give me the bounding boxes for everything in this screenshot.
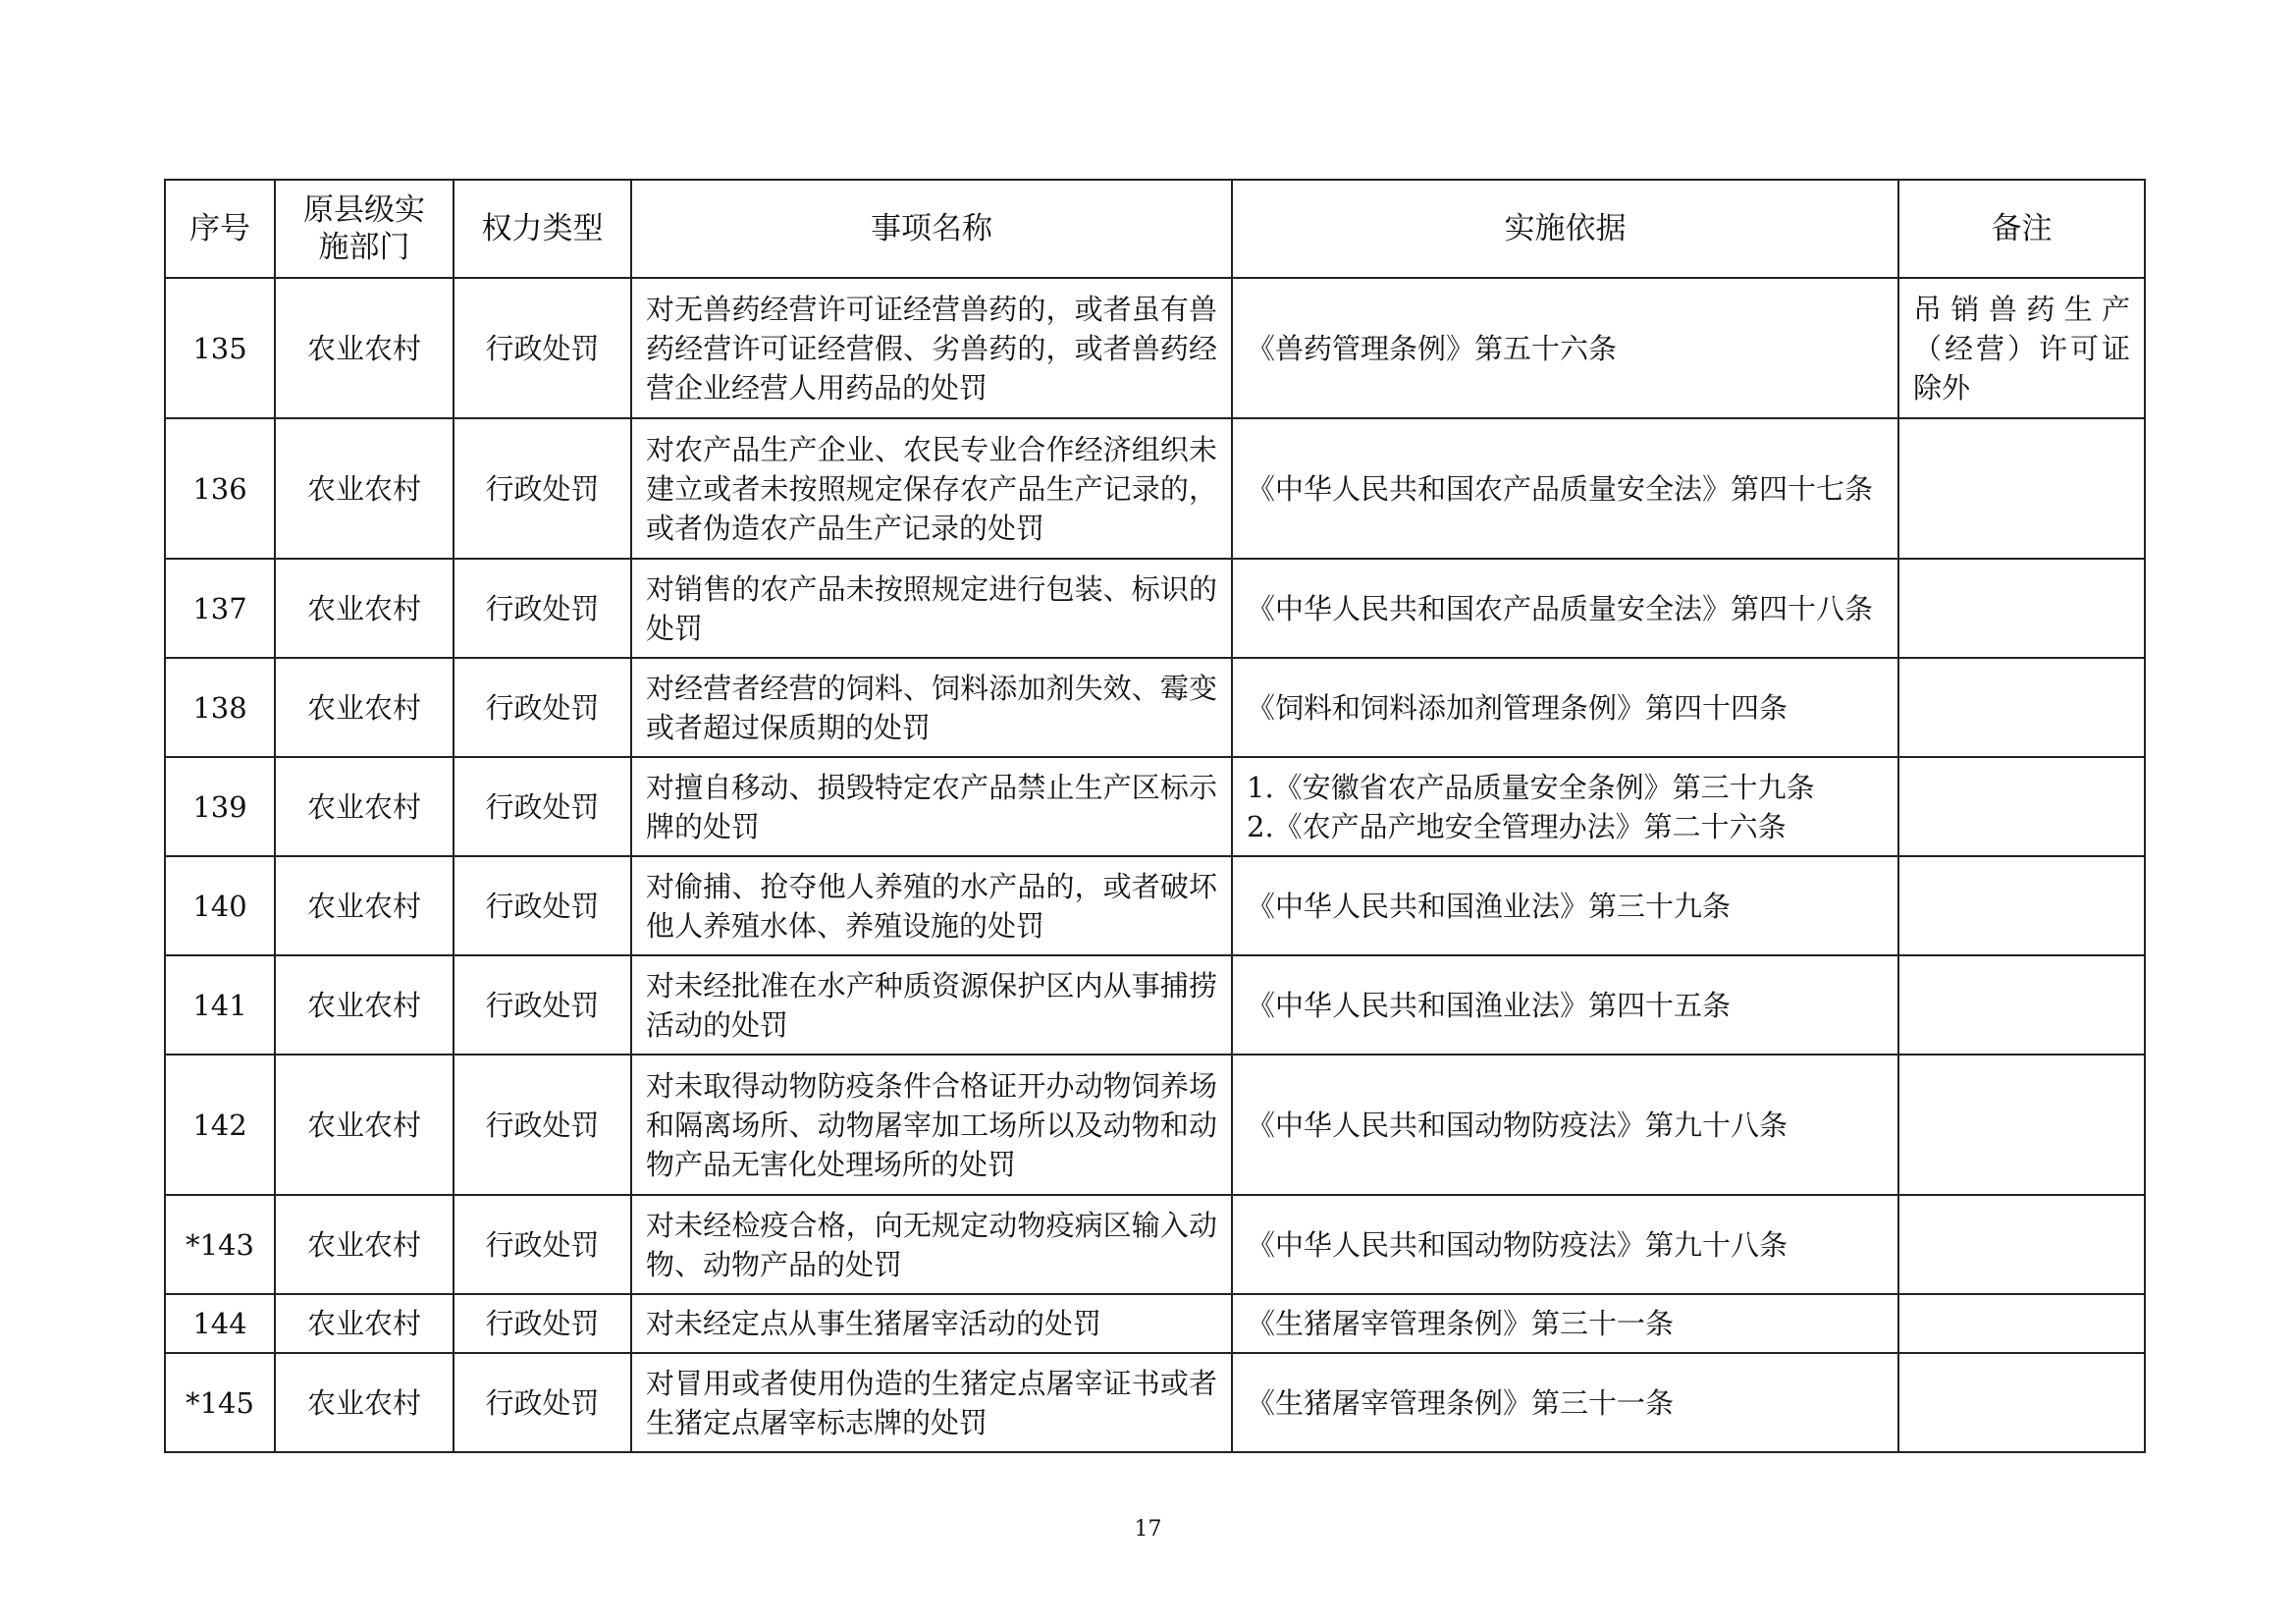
row-power-type: 行政处罚	[454, 278, 631, 418]
row-basis	[1232, 955, 1898, 1055]
table-row	[165, 278, 2145, 418]
row-basis	[1232, 418, 1898, 559]
row-basis	[1232, 658, 1898, 757]
row-note	[1898, 856, 2145, 955]
row-number: 140	[165, 856, 275, 955]
row-power-type: 行政处罚	[454, 559, 631, 658]
row-power-type: 行政处罚	[454, 658, 631, 757]
row-item-name: 对未取得动物防疫条件合格证开办动物饲养场和隔离场所、动物屠宰加工场所以及动物和动物产品无害化处理场所的处罚	[631, 1055, 1232, 1195]
row-number: 144	[165, 1294, 275, 1353]
row-power-type: 行政处罚	[454, 1294, 631, 1353]
row-note: 吊销兽药生产（经营）许可证除外	[1898, 278, 2145, 418]
row-item-name: 对未经批准在水产种质资源保护区内从事捕捞活动的处罚	[631, 955, 1232, 1055]
basis-line: 2.《农产品产地安全管理办法》第二十六条	[1247, 809, 1787, 843]
table-row	[165, 1353, 2145, 1452]
row-basis	[1232, 757, 1898, 856]
row-number: *145	[165, 1353, 275, 1452]
row-note	[1898, 1294, 2145, 1353]
row-item-name: 对未经定点从事生猪屠宰活动的处罚	[631, 1294, 1232, 1353]
header-basis: 实施依据	[1232, 180, 1898, 278]
row-basis	[1232, 1353, 1898, 1452]
header-row	[165, 180, 2145, 278]
row-power-type: 行政处罚	[454, 856, 631, 955]
row-power-type: 行政处罚	[454, 1353, 631, 1452]
row-number: 138	[165, 658, 275, 757]
table-row	[165, 1195, 2145, 1294]
basis-line: 《中华人民共和国渔业法》第三十九条	[1247, 889, 1732, 923]
row-department: 农业农村	[275, 278, 454, 418]
row-department: 农业农村	[275, 658, 454, 757]
row-number: 137	[165, 559, 275, 658]
row-basis	[1232, 1195, 1898, 1294]
basis-line: 《饲料和饲料添加剂管理条例》第四十四条	[1247, 690, 1789, 725]
row-item-name: 对无兽药经营许可证经营兽药的，或者虽有兽药经营许可证经营假、劣兽药的，或者兽药经营企业经营人用药品的处罚	[631, 278, 1232, 418]
row-note	[1898, 1195, 2145, 1294]
table-body	[165, 278, 2145, 1452]
row-item-name: 对未经检疫合格，向无规定动物疫病区输入动物、动物产品的处罚	[631, 1195, 1232, 1294]
header-num: 序号	[165, 180, 275, 278]
row-department: 农业农村	[275, 1294, 454, 1353]
row-number: *143	[165, 1195, 275, 1294]
row-item-name: 对偷捕、抢夺他人养殖的水产品的，或者破坏他人养殖水体、养殖设施的处罚	[631, 856, 1232, 955]
basis-line: 《中华人民共和国动物防疫法》第九十八条	[1247, 1108, 1789, 1142]
row-department: 农业农村	[275, 856, 454, 955]
row-power-type: 行政处罚	[454, 418, 631, 559]
row-note	[1898, 757, 2145, 856]
row-number: 135	[165, 278, 275, 418]
row-note	[1898, 559, 2145, 658]
row-item-name: 对农产品生产企业、农民专业合作经济组织未建立或者未按照规定保存农产品生产记录的，或者伪造农产品生产记录的处罚	[631, 418, 1232, 559]
table-row	[165, 1294, 2145, 1353]
basis-line: 1.《安徽省农产品质量安全条例》第三十九条	[1247, 770, 1815, 804]
row-department: 农业农村	[275, 1055, 454, 1195]
row-basis	[1232, 278, 1898, 418]
row-power-type: 行政处罚	[454, 1195, 631, 1294]
header-type: 权力类型	[454, 180, 631, 278]
row-department: 农业农村	[275, 1195, 454, 1294]
basis-line: 《中华人民共和国动物防疫法》第九十八条	[1247, 1227, 1789, 1262]
basis-line: 《中华人民共和国农产品质量安全法》第四十七条	[1247, 471, 1874, 506]
table-row	[165, 559, 2145, 658]
row-power-type: 行政处罚	[454, 757, 631, 856]
page-number: 17	[1134, 1517, 1162, 1542]
row-basis	[1232, 1055, 1898, 1195]
row-item-name: 对经营者经营的饲料、饲料添加剂失效、霉变或者超过保质期的处罚	[631, 658, 1232, 757]
table-row	[165, 658, 2145, 757]
row-department: 农业农村	[275, 559, 454, 658]
enforcement-items-table	[164, 179, 2146, 1453]
table-row	[165, 418, 2145, 559]
row-power-type: 行政处罚	[454, 1055, 631, 1195]
row-note	[1898, 1353, 2145, 1452]
row-item-name: 对销售的农产品未按照规定进行包装、标识的处罚	[631, 559, 1232, 658]
row-note	[1898, 658, 2145, 757]
row-number: 139	[165, 757, 275, 856]
header-note: 备注	[1898, 180, 2145, 278]
basis-line: 《中华人民共和国农产品质量安全法》第四十八条	[1247, 591, 1874, 625]
table-row	[165, 856, 2145, 955]
row-note	[1898, 418, 2145, 559]
row-department: 农业农村	[275, 418, 454, 559]
basis-line: 《生猪屠宰管理条例》第三十一条	[1247, 1307, 1675, 1340]
row-note	[1898, 1055, 2145, 1195]
row-basis	[1232, 856, 1898, 955]
row-note	[1898, 955, 2145, 1055]
header-item: 事项名称	[631, 180, 1232, 278]
basis-line: 《兽药管理条例》第五十六条	[1247, 331, 1618, 365]
table-row	[165, 1055, 2145, 1195]
header-dept: 原县级实施部门	[275, 180, 454, 278]
row-number: 141	[165, 955, 275, 1055]
basis-line: 《中华人民共和国渔业法》第四十五条	[1247, 988, 1732, 1022]
row-number: 136	[165, 418, 275, 559]
basis-line: 《生猪屠宰管理条例》第三十一条	[1247, 1385, 1675, 1420]
row-basis	[1232, 1294, 1898, 1353]
row-department: 农业农村	[275, 757, 454, 856]
row-department: 农业农村	[275, 955, 454, 1055]
row-item-name: 对冒用或者使用伪造的生猪定点屠宰证书或者生猪定点屠宰标志牌的处罚	[631, 1353, 1232, 1452]
row-department: 农业农村	[275, 1353, 454, 1452]
table-row	[165, 955, 2145, 1055]
row-power-type: 行政处罚	[454, 955, 631, 1055]
row-number: 142	[165, 1055, 275, 1195]
row-item-name: 对擅自移动、损毁特定农产品禁止生产区标示牌的处罚	[631, 757, 1232, 856]
row-basis	[1232, 559, 1898, 658]
table-row	[165, 757, 2145, 856]
